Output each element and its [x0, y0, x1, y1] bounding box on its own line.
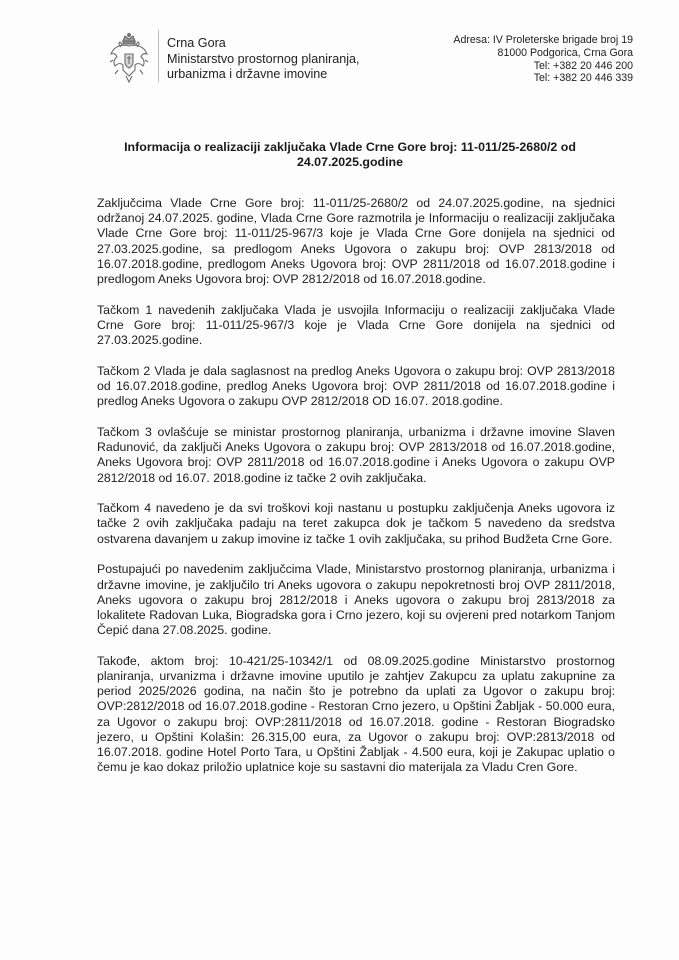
letterhead-org	[106, 36, 360, 84]
letterhead-contact	[453, 34, 633, 85]
paragraph-point-1: Tačkom 1 navedenih zaključaka Vlada je usvojila Informaciju o realizaciji zaključaka Vlade Crne Gore broj: 11-011/25-967/3 koje je Vlada Crne Gore donijela na sjednici od 27.03.2025.godine.	[97, 302, 615, 348]
address-line1: Adresa: IV Proleterske brigade broj 19	[453, 34, 633, 46]
montenegro-coat-of-arms-icon	[106, 32, 152, 84]
document-body	[97, 196, 615, 791]
paragraph-point-4-5: Tačkom 4 navedeno je da svi troškovi koji nastanu u postupku zaključenja Aneks ugovora iz tačke 2 ovih zaključaka padaju na teret zakupca dok je tačkom 5 navedeno da sredstva ostvarena davanjem u zakup imovine iz tačke 1 ovih zaključaka, su prihod Budžeta Crne Gore.	[97, 501, 615, 546]
paragraph-point-3: Tačkom 3 ovlašćuje se ministar prostornog planiranja, urbanizma i državne imovine Slaven Radunović, da zaključi Aneks Ugovora o zakupu broj: OVP 2813/2018 od 16.07.2018.godine, Aneks Ugovora broj: OVP 2811/2018 od 16.07.2018.godine i Aneks Ugovora o zakupu OVP 2812/2018 od 16.07. 2018.godine iz tačke 2 ovih zaključaka.	[97, 424, 615, 485]
phone-2: Tel: +382 20 446 339	[533, 72, 633, 85]
paragraph-payment-request: Takođe, aktom broj: 10-421/25-10342/1 od 08.09.2025.godine Ministarstvo prostornog planiranja, urvanizma i državne imovine uputilo je zahtjev Zakupcu za uplatu zakupnine za period 2025/2026 godina, na način što je potrebno da uplati za Ugovor o zakupu broj: OVP:2812/2018 od 16.07.2018.godine - Restoran Crno jezero, u Opštini Žabljak - 50.000 eura, za Ugovor o zakupu broj: OVP:2811/2018 od 16.07.2018. godine - Restoran Biogradsko jezero, u Opštini Kolašin: 26.315,00 eura, za Ugovor o zakupu broj: OVP:2813/2018 od 16.07.2018. godine Hotel Porto Tara, u Opštini Žabljak - 4.500 eura, koji je Zakupac uplatio o čemu je kao dokaz priložio uplatnice koje su sastavni dio materijala za Vladu Cren Gore.	[97, 653, 615, 775]
phone-1: Tel: +382 20 446 200	[533, 59, 633, 72]
document-title	[100, 140, 600, 170]
paragraph-intro: Zaključcima Vlade Crne Gore broj: 11-011/25-2680/2 od 24.07.2025.godine, na sjednici održanoj 24.07.2025. godine, Vlada Crne Gore razmotrila je Informaciju o realizaciji zaključaka Vlade Crne Gore broj: 11-011/25-967/3 koje je Vlada Crne Gore donijela na sjednici od 27.03.2025.godine, sa predlogom Aneks Ugovora o zakupu broj: OVP 2813/2018 od 16.07.2018.godine, predlogom Aneks Ugovora broj: OVP 2811/2018 od 16.07.2018.godine i predlogom Aneks Ugovora broj: OVP 2812/2018 od 16.07.2018.godine.	[97, 196, 615, 287]
ministry-name	[167, 36, 360, 83]
ministry-name-line1: Ministarstvo prostornog planiranja,	[167, 51, 360, 66]
document-title-line1: Informacija o realizaciji zaključaka Vlade Crne Gore broj: 11-011/25-2680/2 od	[124, 140, 576, 154]
paragraph-point-2: Tačkom 2 Vlada je dala saglasnost na predlog Aneks Ugovora o zakupu broj: OVP 2813/2018 od 16.07.2018.godine, predlog Aneks Ugovora broj: OVP 2811/2018 od 16.07.2018.godine i predlog Aneks Ugovora o zakupu OVP 2812/2018 OD 16.07. 2018.godine.	[97, 363, 615, 409]
letterhead-divider	[158, 30, 159, 82]
ministry-name-line2: urbanizma i državne imovine	[167, 67, 328, 81]
address-line2: 81000 Podgorica, Crna Gora	[497, 46, 633, 59]
country-name: Crna Gora	[167, 36, 226, 50]
paragraph-implementation: Postupajući po navedenim zaključcima Vlade, Ministarstvo prostornog planiranja, urbanizma i državne imovine, je zaključilo tri Aneks ugovora o zakupu nepokretnosti broj OVP 2811/2018, Aneks ugovora o zakupu broj 2812/2018 i Aneks ugovora o zakupu broj 2813/2018 za lokalitete Radovan Luka, Biogradska gora i Crno jezero, koji su ovjereni pred notarkom Tanjom Čepić dana 27.08.2025. godine.	[97, 562, 615, 638]
document-title-line2: 24.07.2025.godine	[296, 155, 404, 169]
